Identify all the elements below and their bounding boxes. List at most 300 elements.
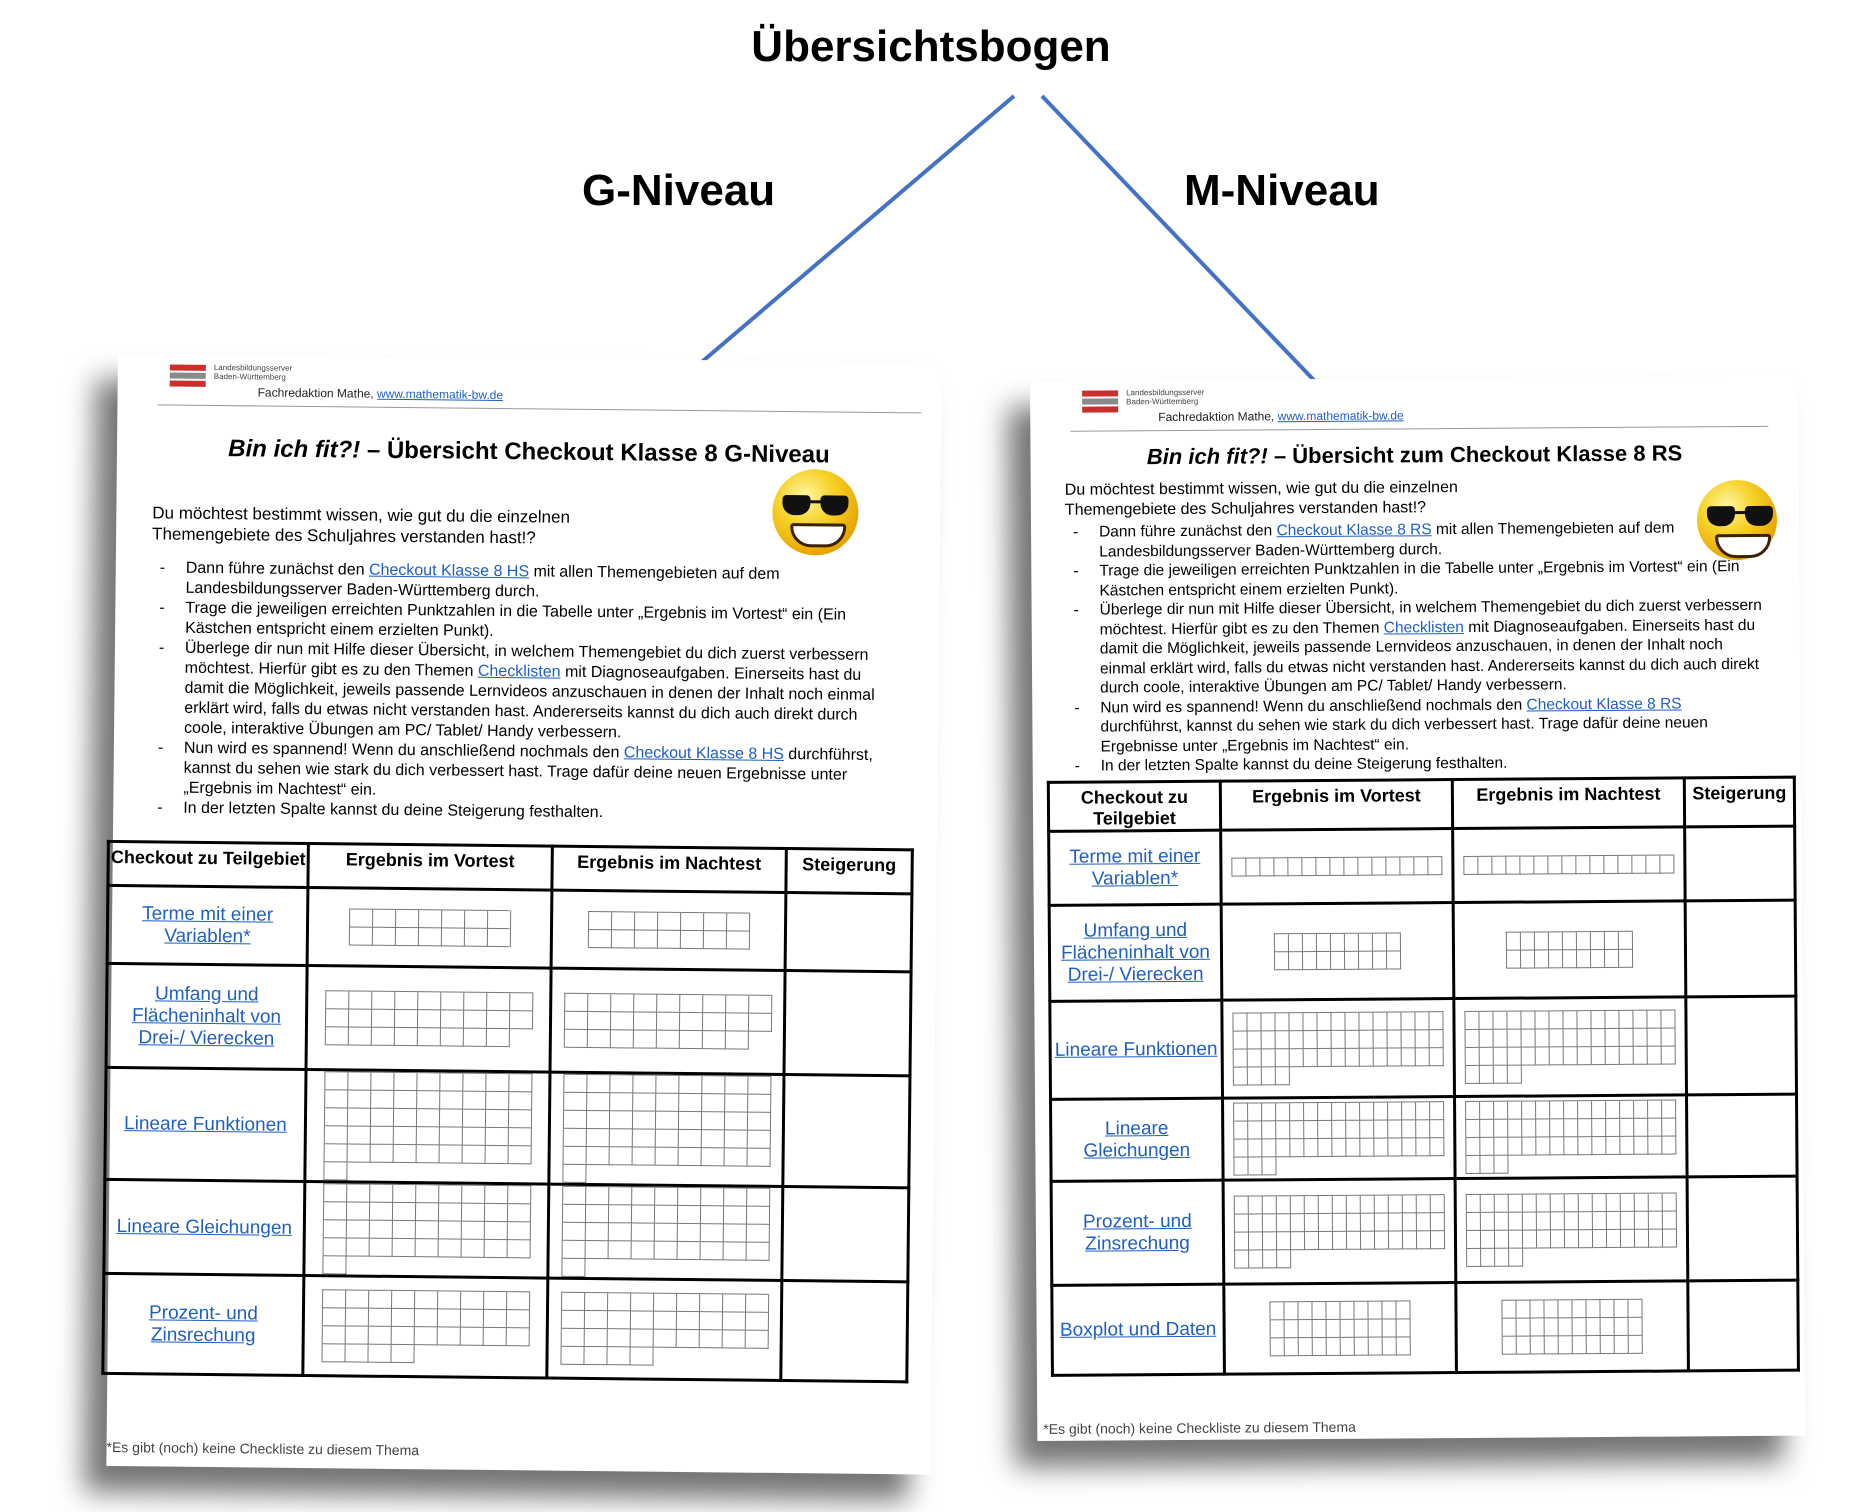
- score-box[interactable]: [1369, 1338, 1383, 1356]
- score-box[interactable]: [416, 1145, 439, 1163]
- score-box[interactable]: [1374, 1121, 1388, 1139]
- score-box[interactable]: [1606, 1119, 1620, 1137]
- score-box[interactable]: [608, 1223, 631, 1241]
- score-box[interactable]: [419, 910, 442, 928]
- score-box[interactable]: [724, 1130, 747, 1148]
- score-box[interactable]: [394, 1028, 417, 1046]
- score-box[interactable]: [676, 1294, 699, 1312]
- score-box[interactable]: [584, 1311, 607, 1329]
- score-box[interactable]: [1522, 1119, 1536, 1137]
- score-box[interactable]: [1466, 1048, 1480, 1066]
- score-box[interactable]: [746, 1207, 769, 1225]
- score-box[interactable]: [1592, 1047, 1606, 1065]
- score-box[interactable]: [1290, 1103, 1304, 1121]
- score-box[interactable]: [1304, 1121, 1318, 1139]
- score-box[interactable]: [1536, 1101, 1550, 1119]
- score-box[interactable]: [1360, 1121, 1374, 1139]
- score-box[interactable]: [1305, 1214, 1319, 1232]
- score-box[interactable]: [1545, 1318, 1559, 1336]
- score-box[interactable]: [653, 1330, 676, 1348]
- score-box[interactable]: [1531, 1336, 1545, 1354]
- score-box[interactable]: [1333, 1214, 1347, 1232]
- score-box[interactable]: [1565, 1194, 1579, 1212]
- score-box[interactable]: [564, 1075, 587, 1093]
- score-box[interactable]: [368, 1327, 391, 1345]
- score-box[interactable]: [1271, 1338, 1285, 1356]
- score-box[interactable]: [725, 1013, 748, 1031]
- score-box[interactable]: [1563, 932, 1577, 950]
- score-box[interactable]: [1277, 1250, 1291, 1268]
- score-box[interactable]: [1503, 1337, 1517, 1355]
- score-box[interactable]: [1318, 1121, 1332, 1139]
- score-box[interactable]: [587, 1075, 610, 1093]
- score-box[interactable]: [1276, 1103, 1290, 1121]
- score-box[interactable]: [510, 993, 533, 1011]
- score-box[interactable]: [1313, 1338, 1327, 1356]
- score-box[interactable]: [1507, 933, 1521, 951]
- score-box[interactable]: [487, 993, 510, 1011]
- score-box[interactable]: [1522, 1047, 1536, 1065]
- score-box[interactable]: [1317, 1013, 1331, 1031]
- score-box[interactable]: [563, 1111, 586, 1129]
- score-box[interactable]: [415, 1221, 438, 1239]
- score-box[interactable]: [1478, 857, 1492, 875]
- score-box[interactable]: [1359, 952, 1373, 970]
- score-box[interactable]: [1619, 932, 1633, 950]
- score-box[interactable]: [485, 1186, 508, 1204]
- score-box[interactable]: [464, 993, 487, 1011]
- score-box[interactable]: [1495, 1213, 1509, 1231]
- score-box[interactable]: [415, 1291, 438, 1309]
- score-box[interactable]: [565, 994, 588, 1012]
- score-box[interactable]: [1232, 859, 1246, 877]
- score-box[interactable]: [1355, 1320, 1369, 1338]
- score-box[interactable]: [1248, 1031, 1262, 1049]
- score-box[interactable]: [1331, 934, 1345, 952]
- score-box[interactable]: [1318, 1139, 1332, 1157]
- score-box[interactable]: [440, 1073, 463, 1091]
- score-box[interactable]: [463, 1074, 486, 1092]
- score-box[interactable]: [1663, 1194, 1677, 1212]
- score-box[interactable]: [326, 991, 349, 1009]
- score-box[interactable]: [1347, 1214, 1361, 1232]
- score-box[interactable]: [1373, 1013, 1387, 1031]
- score-box[interactable]: [1494, 1066, 1508, 1084]
- score-box[interactable]: [563, 1129, 586, 1147]
- score-box[interactable]: [395, 992, 418, 1010]
- score-box[interactable]: [1375, 1196, 1389, 1214]
- score-box[interactable]: [486, 1029, 509, 1047]
- score-box[interactable]: [632, 1187, 655, 1205]
- score-box[interactable]: [610, 1093, 633, 1111]
- score-box[interactable]: [1523, 1212, 1537, 1230]
- steigerung-cell[interactable]: [1688, 1280, 1799, 1371]
- score-box[interactable]: [1466, 1120, 1480, 1138]
- score-box[interactable]: [655, 1188, 678, 1206]
- score-box[interactable]: [1509, 1231, 1523, 1249]
- score-box[interactable]: [1495, 1195, 1509, 1213]
- score-box[interactable]: [1341, 1320, 1355, 1338]
- score-box[interactable]: [1578, 1137, 1592, 1155]
- score-box[interactable]: [745, 1331, 768, 1349]
- score-box[interactable]: [1248, 1139, 1262, 1157]
- score-box[interactable]: [562, 1293, 585, 1311]
- score-box[interactable]: [1277, 1232, 1291, 1250]
- score-box[interactable]: [484, 1204, 507, 1222]
- score-box[interactable]: [1523, 1194, 1537, 1212]
- score-box[interactable]: [323, 1220, 346, 1238]
- score-box[interactable]: [609, 1129, 632, 1147]
- score-box[interactable]: [1649, 1230, 1663, 1248]
- score-box[interactable]: [464, 929, 487, 947]
- score-box[interactable]: [677, 1224, 700, 1242]
- score-box[interactable]: [1234, 1157, 1248, 1175]
- score-box[interactable]: [368, 1309, 391, 1327]
- score-box[interactable]: [1276, 1049, 1290, 1067]
- score-box[interactable]: [1550, 1119, 1564, 1137]
- score-box[interactable]: [371, 1010, 394, 1028]
- score-box[interactable]: [1319, 1196, 1333, 1214]
- score-box[interactable]: [1481, 1249, 1495, 1267]
- score-box[interactable]: [1534, 856, 1548, 874]
- score-box[interactable]: [1662, 1047, 1676, 1065]
- score-box[interactable]: [347, 1108, 370, 1126]
- score-box[interactable]: [1646, 856, 1660, 874]
- score-box[interactable]: [347, 1144, 370, 1162]
- score-box[interactable]: [369, 1291, 392, 1309]
- score-box[interactable]: [1389, 1231, 1403, 1249]
- score-box[interactable]: [323, 1202, 346, 1220]
- score-box[interactable]: [1621, 1194, 1635, 1212]
- score-box[interactable]: [484, 1222, 507, 1240]
- score-box[interactable]: [1521, 932, 1535, 950]
- score-box[interactable]: [348, 1072, 371, 1090]
- score-box[interactable]: [1592, 1101, 1606, 1119]
- score-box[interactable]: [1549, 950, 1563, 968]
- score-box[interactable]: [348, 1009, 371, 1027]
- score-box[interactable]: [325, 1009, 348, 1027]
- score-box[interactable]: [1606, 1029, 1620, 1047]
- score-box[interactable]: [587, 1012, 610, 1030]
- score-box[interactable]: [1663, 1212, 1677, 1230]
- score-box[interactable]: [1564, 1047, 1578, 1065]
- score-box[interactable]: [1563, 1011, 1577, 1029]
- score-box[interactable]: [1550, 1029, 1564, 1047]
- checkout-link[interactable]: Checkout Klasse 8 HS: [623, 744, 784, 763]
- score-box[interactable]: [438, 1291, 461, 1309]
- checkout-link[interactable]: Checklisten: [1383, 618, 1464, 637]
- score-box[interactable]: [748, 1014, 771, 1032]
- score-box[interactable]: [322, 1326, 345, 1344]
- score-box[interactable]: [1260, 858, 1274, 876]
- score-box[interactable]: [1559, 1336, 1573, 1354]
- score-box[interactable]: [1290, 1139, 1304, 1157]
- score-box[interactable]: [345, 1344, 368, 1362]
- score-box[interactable]: [1550, 1137, 1564, 1155]
- topic-link[interactable]: Prozent- und Zinsrechung: [148, 1301, 258, 1346]
- score-box[interactable]: [1262, 1121, 1276, 1139]
- score-box[interactable]: [509, 1074, 532, 1092]
- score-box[interactable]: [346, 1220, 369, 1238]
- score-box[interactable]: [1620, 1047, 1634, 1065]
- score-box[interactable]: [1607, 1230, 1621, 1248]
- score-box[interactable]: [1632, 856, 1646, 874]
- score-box[interactable]: [461, 1204, 484, 1222]
- score-box[interactable]: [680, 913, 703, 931]
- score-box[interactable]: [1331, 1013, 1345, 1031]
- score-box[interactable]: [1628, 1300, 1642, 1318]
- score-box[interactable]: [1416, 1030, 1430, 1048]
- score-box[interactable]: [1303, 934, 1317, 952]
- score-box[interactable]: [1276, 1139, 1290, 1157]
- score-box[interactable]: [1388, 1102, 1402, 1120]
- score-box[interactable]: [1629, 1318, 1643, 1336]
- score-box[interactable]: [1235, 1214, 1249, 1232]
- score-box[interactable]: [1387, 933, 1401, 951]
- score-box[interactable]: [1523, 1230, 1537, 1248]
- score-box[interactable]: [1331, 952, 1345, 970]
- score-box[interactable]: [1495, 1231, 1509, 1249]
- topic-link[interactable]: Prozent- und Zinsrechung: [1082, 1210, 1192, 1255]
- score-box[interactable]: [1648, 1101, 1662, 1119]
- score-box[interactable]: [586, 1147, 609, 1165]
- score-box[interactable]: [654, 1224, 677, 1242]
- score-box[interactable]: [1249, 1250, 1263, 1268]
- score-box[interactable]: [488, 911, 511, 929]
- score-box[interactable]: [700, 1206, 723, 1224]
- score-box[interactable]: [438, 1203, 461, 1221]
- score-box[interactable]: [442, 910, 465, 928]
- score-box[interactable]: [1289, 934, 1303, 952]
- score-box[interactable]: [1262, 1031, 1276, 1049]
- score-box[interactable]: [1332, 1121, 1346, 1139]
- score-box[interactable]: [1550, 1047, 1564, 1065]
- score-box[interactable]: [724, 1188, 747, 1206]
- score-box[interactable]: [1304, 1139, 1318, 1157]
- score-box[interactable]: [680, 931, 703, 949]
- score-box[interactable]: [437, 1309, 460, 1327]
- score-box[interactable]: [1517, 1319, 1531, 1337]
- score-box[interactable]: [1629, 1336, 1643, 1354]
- score-box[interactable]: [1663, 1230, 1677, 1248]
- score-box[interactable]: [1494, 1120, 1508, 1138]
- score-box[interactable]: [1649, 1194, 1663, 1212]
- score-box[interactable]: [586, 1111, 609, 1129]
- topic-link[interactable]: Terme mit einer Variablen*: [142, 902, 274, 947]
- score-box[interactable]: [1573, 1318, 1587, 1336]
- score-box[interactable]: [1590, 856, 1604, 874]
- score-box[interactable]: [369, 1221, 392, 1239]
- score-box[interactable]: [1305, 1196, 1319, 1214]
- score-box[interactable]: [1508, 1048, 1522, 1066]
- score-box[interactable]: [461, 1222, 484, 1240]
- score-box[interactable]: [1605, 932, 1619, 950]
- score-box[interactable]: [1662, 1029, 1676, 1047]
- score-box[interactable]: [1614, 1300, 1628, 1318]
- score-box[interactable]: [1333, 1232, 1347, 1250]
- score-box[interactable]: [633, 1093, 656, 1111]
- score-box[interactable]: [1234, 1139, 1248, 1157]
- score-box[interactable]: [1577, 950, 1591, 968]
- score-box[interactable]: [1234, 1031, 1248, 1049]
- score-box[interactable]: [1464, 857, 1478, 875]
- score-box[interactable]: [701, 1188, 724, 1206]
- score-box[interactable]: [1509, 1195, 1523, 1213]
- score-box[interactable]: [608, 1205, 631, 1223]
- score-box[interactable]: [1661, 1011, 1675, 1029]
- score-box[interactable]: [722, 1294, 745, 1312]
- score-box[interactable]: [1262, 1157, 1276, 1175]
- score-box[interactable]: [1248, 1121, 1262, 1139]
- score-box[interactable]: [1522, 1029, 1536, 1047]
- steigerung-cell[interactable]: [1686, 996, 1797, 1095]
- score-box[interactable]: [1619, 950, 1633, 968]
- score-box[interactable]: [1340, 1302, 1354, 1320]
- score-box[interactable]: [350, 909, 373, 927]
- score-box[interactable]: [1397, 1319, 1411, 1337]
- score-box[interactable]: [724, 1112, 747, 1130]
- score-box[interactable]: [1535, 932, 1549, 950]
- score-box[interactable]: [441, 992, 464, 1010]
- score-box[interactable]: [1389, 1213, 1403, 1231]
- score-box[interactable]: [396, 910, 419, 928]
- score-box[interactable]: [1579, 1212, 1593, 1230]
- score-box[interactable]: [1466, 1138, 1480, 1156]
- score-box[interactable]: [1522, 1137, 1536, 1155]
- score-box[interactable]: [607, 1329, 630, 1347]
- score-box[interactable]: [723, 1206, 746, 1224]
- score-box[interactable]: [1275, 1013, 1289, 1031]
- score-box[interactable]: [465, 911, 488, 929]
- score-box[interactable]: [588, 912, 611, 930]
- score-box[interactable]: [748, 1077, 771, 1095]
- score-box[interactable]: [1327, 1338, 1341, 1356]
- score-box[interactable]: [586, 1129, 609, 1147]
- score-box[interactable]: [414, 1309, 437, 1327]
- score-box[interactable]: [1389, 1195, 1403, 1213]
- score-box[interactable]: [1480, 1066, 1494, 1084]
- score-box[interactable]: [725, 1094, 748, 1112]
- score-box[interactable]: [1564, 1101, 1578, 1119]
- score-box[interactable]: [507, 1222, 530, 1240]
- score-box[interactable]: [1234, 1049, 1248, 1067]
- steigerung-cell[interactable]: [783, 1075, 910, 1188]
- score-box[interactable]: [562, 1205, 585, 1223]
- score-box[interactable]: [585, 1241, 608, 1259]
- score-box[interactable]: [1481, 1213, 1495, 1231]
- score-box[interactable]: [1248, 1103, 1262, 1121]
- score-box[interactable]: [349, 927, 372, 945]
- score-box[interactable]: [1289, 1013, 1303, 1031]
- checkout-link[interactable]: Checkout Klasse 8 RS: [1526, 694, 1682, 714]
- score-box[interactable]: [1480, 1030, 1494, 1048]
- score-box[interactable]: [440, 1091, 463, 1109]
- score-box[interactable]: [439, 1145, 462, 1163]
- score-box[interactable]: [371, 1091, 394, 1109]
- score-box[interactable]: [1578, 1029, 1592, 1047]
- score-box[interactable]: [610, 1012, 633, 1030]
- score-box[interactable]: [564, 1093, 587, 1111]
- score-box[interactable]: [1480, 1138, 1494, 1156]
- score-box[interactable]: [746, 1243, 769, 1261]
- score-box[interactable]: [1312, 1302, 1326, 1320]
- score-box[interactable]: [1635, 1194, 1649, 1212]
- score-box[interactable]: [1248, 1049, 1262, 1067]
- score-box[interactable]: [1431, 1213, 1445, 1231]
- score-box[interactable]: [1402, 1048, 1416, 1066]
- score-box[interactable]: [1262, 1139, 1276, 1157]
- score-box[interactable]: [1537, 1212, 1551, 1230]
- score-box[interactable]: [679, 1076, 702, 1094]
- score-box[interactable]: [1536, 1047, 1550, 1065]
- score-box[interactable]: [1277, 1214, 1291, 1232]
- score-box[interactable]: [1374, 1139, 1388, 1157]
- score-box[interactable]: [1333, 1196, 1347, 1214]
- score-box[interactable]: [702, 1013, 725, 1031]
- topic-link[interactable]: Boxplot und Daten: [1059, 1318, 1217, 1341]
- score-box[interactable]: [584, 1329, 607, 1347]
- score-box[interactable]: [508, 1128, 531, 1146]
- score-box[interactable]: [1430, 1030, 1444, 1048]
- score-box[interactable]: [440, 1028, 463, 1046]
- score-box[interactable]: [369, 1239, 392, 1257]
- score-box[interactable]: [1605, 950, 1619, 968]
- score-box[interactable]: [656, 1013, 679, 1031]
- score-box[interactable]: [391, 1327, 414, 1345]
- score-box[interactable]: [1249, 1196, 1263, 1214]
- score-box[interactable]: [1591, 932, 1605, 950]
- score-box[interactable]: [1576, 856, 1590, 874]
- score-box[interactable]: [325, 1090, 348, 1108]
- score-box[interactable]: [1522, 1101, 1536, 1119]
- score-box[interactable]: [1660, 856, 1674, 874]
- score-box[interactable]: [703, 931, 726, 949]
- score-box[interactable]: [588, 994, 611, 1012]
- score-box[interactable]: [392, 1239, 415, 1257]
- score-box[interactable]: [1480, 1156, 1494, 1174]
- score-box[interactable]: [1564, 1137, 1578, 1155]
- score-box[interactable]: [1275, 934, 1289, 952]
- score-box[interactable]: [1374, 1031, 1388, 1049]
- score-box[interactable]: [747, 1189, 770, 1207]
- score-box[interactable]: [1586, 1300, 1600, 1318]
- score-box[interactable]: [1375, 1232, 1389, 1250]
- score-box[interactable]: [1397, 1337, 1411, 1355]
- score-box[interactable]: [611, 912, 634, 930]
- score-box[interactable]: [1558, 1300, 1572, 1318]
- score-box[interactable]: [1388, 1030, 1402, 1048]
- score-box[interactable]: [487, 929, 510, 947]
- score-box[interactable]: [701, 1112, 724, 1130]
- score-box[interactable]: [1480, 1120, 1494, 1138]
- score-box[interactable]: [1572, 1300, 1586, 1318]
- score-box[interactable]: [749, 996, 772, 1014]
- score-box[interactable]: [609, 1147, 632, 1165]
- score-box[interactable]: [1290, 1031, 1304, 1049]
- score-box[interactable]: [1621, 1212, 1635, 1230]
- score-box[interactable]: [1592, 1029, 1606, 1047]
- score-box[interactable]: [1304, 1103, 1318, 1121]
- score-box[interactable]: [439, 1127, 462, 1145]
- score-box[interactable]: [679, 1031, 702, 1049]
- score-box[interactable]: [655, 1112, 678, 1130]
- score-box[interactable]: [1508, 1138, 1522, 1156]
- score-box[interactable]: [610, 1030, 633, 1048]
- score-box[interactable]: [1387, 1012, 1401, 1030]
- score-box[interactable]: [1536, 1137, 1550, 1155]
- score-box[interactable]: [1615, 1318, 1629, 1336]
- score-box[interactable]: [564, 1030, 587, 1048]
